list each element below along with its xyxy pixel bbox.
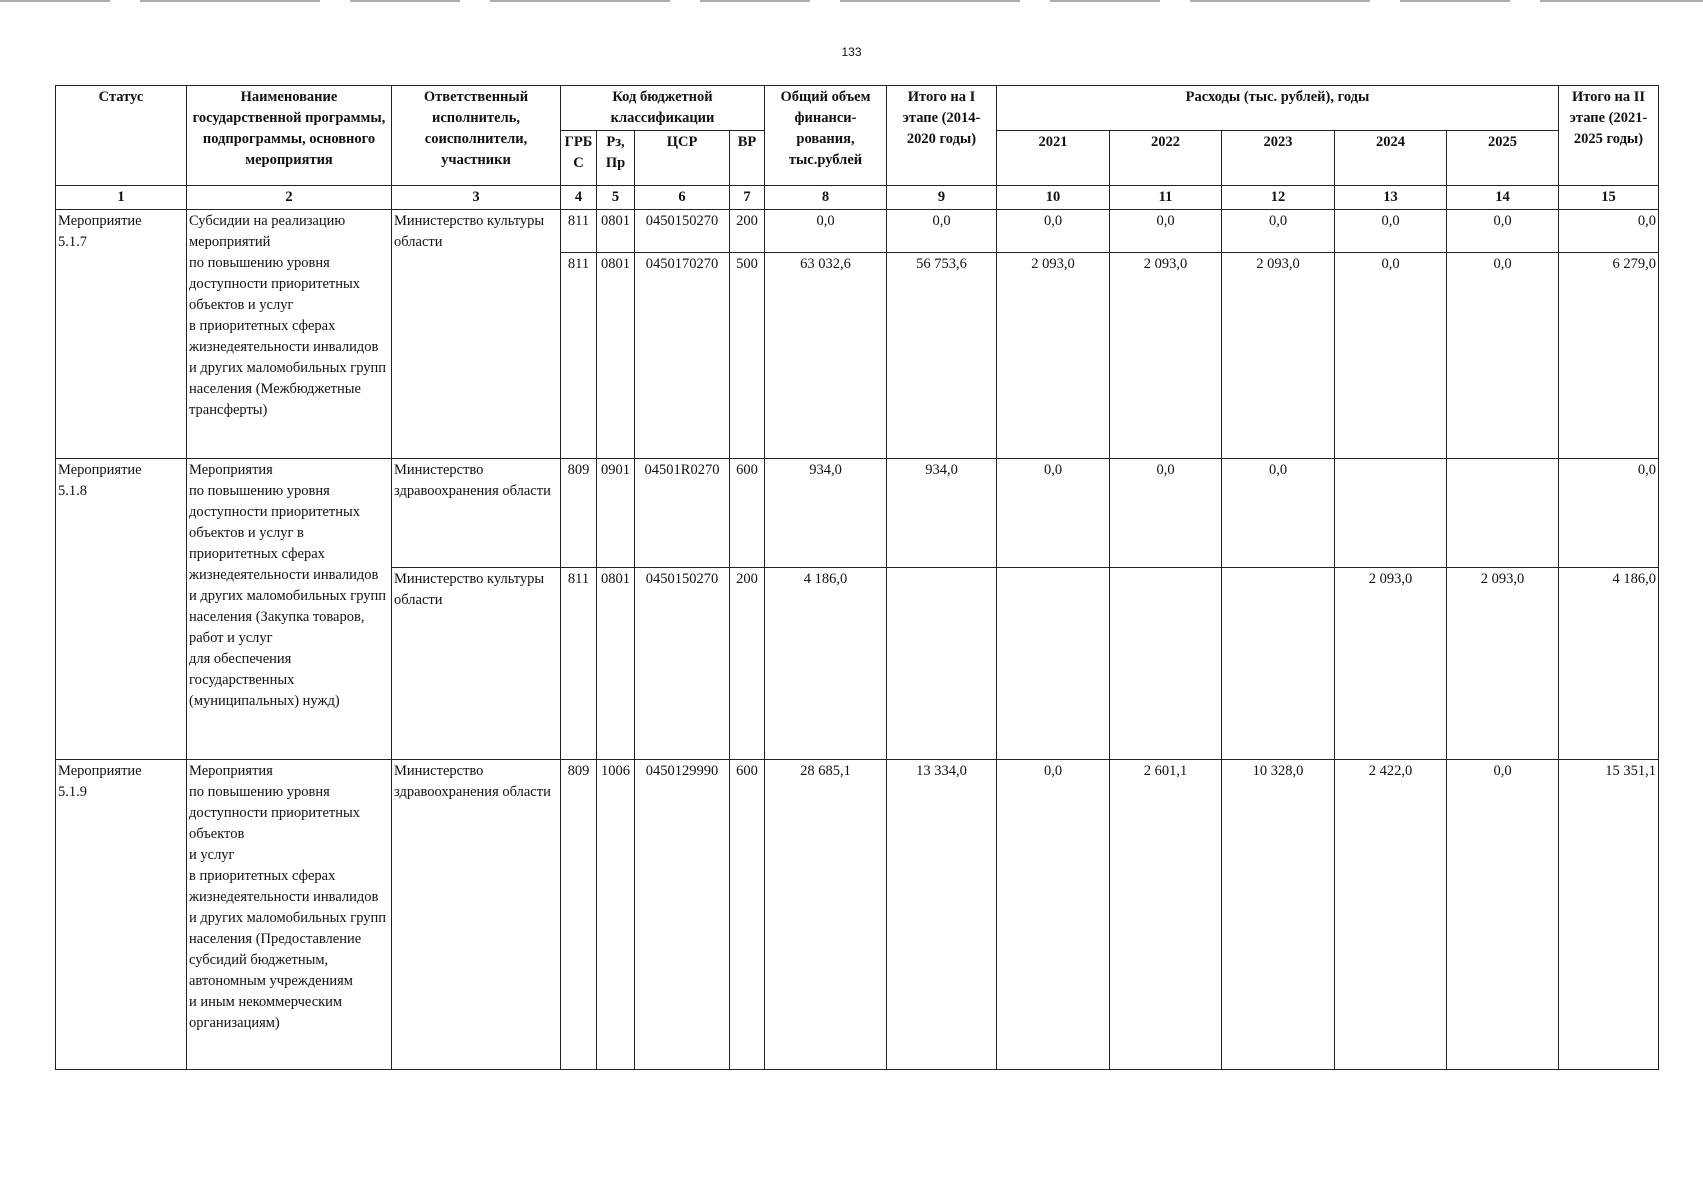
grbs-cell: 809 xyxy=(561,760,597,1070)
total-cell: 934,0 xyxy=(765,459,887,568)
year-2025-cell: 0,0 xyxy=(1447,253,1559,459)
executor-cell: Министерство здравоохранения области xyxy=(392,760,561,1070)
stage2-cell: 15 351,1 xyxy=(1559,760,1659,1070)
year-2024-cell: 0,0 xyxy=(1335,253,1447,459)
status-cell: Мероприятие 5.1.8 xyxy=(56,459,187,760)
column-number: 11 xyxy=(1110,186,1222,210)
column-number: 1 xyxy=(56,186,187,210)
year-2025-cell xyxy=(1447,459,1559,568)
name-cell: Мероприятия по повышению уровня доступности приоритетных объектов и услуг в приоритетных сферах жизнедеятельности инвалидов и других маломобильных групп населения (Закупка товаров, работ и услуг для обеспечения государственных (муниципальных) нужд) xyxy=(187,459,392,760)
year-2023-cell: 0,0 xyxy=(1222,459,1335,568)
column-number: 8 xyxy=(765,186,887,210)
column-number: 12 xyxy=(1222,186,1335,210)
column-number: 5 xyxy=(597,186,635,210)
stage1-cell: 934,0 xyxy=(887,459,997,568)
stage2-cell: 6 279,0 xyxy=(1559,253,1659,459)
column-number: 13 xyxy=(1335,186,1447,210)
vr-cell: 600 xyxy=(730,459,765,568)
total-cell: 4 186,0 xyxy=(765,568,887,760)
grbs-cell: 809 xyxy=(561,459,597,568)
csr-cell: 0450150270 xyxy=(635,568,730,760)
year-2022-cell: 2 093,0 xyxy=(1110,253,1222,459)
status-cell: Мероприятие 5.1.9 xyxy=(56,760,187,1070)
column-number: 7 xyxy=(730,186,765,210)
budget-table xyxy=(55,85,1659,1070)
scan-border xyxy=(0,0,1703,2)
year-2021-cell xyxy=(997,568,1110,760)
column-number: 15 xyxy=(1559,186,1659,210)
year-2021-cell: 2 093,0 xyxy=(997,253,1110,459)
header-executor: Ответственный исполнитель, соисполнители, участники xyxy=(392,86,561,186)
column-number: 3 xyxy=(392,186,561,210)
table-row xyxy=(56,760,1659,1070)
vr-cell: 200 xyxy=(730,210,765,253)
stage1-cell xyxy=(887,568,997,760)
csr-cell: 04501R0270 xyxy=(635,459,730,568)
year-2022-cell: 2 601,1 xyxy=(1110,760,1222,1070)
column-number: 9 xyxy=(887,186,997,210)
year-2023-cell xyxy=(1222,568,1335,760)
rzpr-cell: 1006 xyxy=(597,760,635,1070)
total-cell: 63 032,6 xyxy=(765,253,887,459)
grbs-cell: 811 xyxy=(561,253,597,459)
year-2022-cell xyxy=(1110,568,1222,760)
year-2021-cell: 0,0 xyxy=(997,459,1110,568)
header-stage1-total: Итого на I этапе (2014-2020 годы) xyxy=(887,86,997,186)
grbs-cell: 811 xyxy=(561,210,597,253)
header-year-2021: 2021 xyxy=(997,131,1110,186)
csr-cell: 0450150270 xyxy=(635,210,730,253)
year-2025-cell: 0,0 xyxy=(1447,760,1559,1070)
year-2024-cell: 0,0 xyxy=(1335,210,1447,253)
total-cell: 28 685,1 xyxy=(765,760,887,1070)
column-number: 10 xyxy=(997,186,1110,210)
header-status: Статус xyxy=(56,86,187,186)
vr-cell: 600 xyxy=(730,760,765,1070)
executor-cell: Министерство культуры области xyxy=(392,568,561,760)
header-year-2024: 2024 xyxy=(1335,131,1447,186)
header-csr: ЦСР xyxy=(635,131,730,186)
header-year-2025: 2025 xyxy=(1447,131,1559,186)
header-name: Наименование государственной программы, подпрограммы, основного мероприятия xyxy=(187,86,392,186)
stage2-cell: 4 186,0 xyxy=(1559,568,1659,760)
name-cell: Мероприятия по повышению уровня доступности приоритетных объектов и услуг в приоритетных сферах жизнедеятельности инвалидов и других маломобильных групп населения (Предоставление субсидий бюджетным, автономным учреждениям и иным некоммерческим организациям) xyxy=(187,760,392,1070)
rzpr-cell: 0901 xyxy=(597,459,635,568)
header-budget-code: Код бюджетной классификации xyxy=(561,86,765,131)
year-2025-cell: 2 093,0 xyxy=(1447,568,1559,760)
header-total-volume: Общий объем финанси-рования, тыс.рублей xyxy=(765,86,887,186)
header-expenses: Расходы (тыс. рублей), годы xyxy=(997,86,1559,131)
column-number: 6 xyxy=(635,186,730,210)
vr-cell: 200 xyxy=(730,568,765,760)
stage2-cell: 0,0 xyxy=(1559,210,1659,253)
name-cell: Субсидии на реализацию мероприятий по повышению уровня доступности приоритетных объектов и услуг в приоритетных сферах жизнедеятельности инвалидов и других маломобильных групп населения (Межбюджетные трансферты) xyxy=(187,210,392,459)
header-rzpr: Рз, Пр xyxy=(597,131,635,186)
table-row xyxy=(56,459,1659,568)
stage1-cell: 13 334,0 xyxy=(887,760,997,1070)
grbs-cell: 811 xyxy=(561,568,597,760)
stage1-cell: 56 753,6 xyxy=(887,253,997,459)
year-2023-cell: 2 093,0 xyxy=(1222,253,1335,459)
column-number: 14 xyxy=(1447,186,1559,210)
year-2021-cell: 0,0 xyxy=(997,760,1110,1070)
year-2022-cell: 0,0 xyxy=(1110,459,1222,568)
executor-cell: Министерство культуры области xyxy=(392,210,561,459)
csr-cell: 0450129990 xyxy=(635,760,730,1070)
year-2023-cell: 10 328,0 xyxy=(1222,760,1335,1070)
header-stage2-total: Итого на II этапе (2021-2025 годы) xyxy=(1559,86,1659,186)
header-row-1 xyxy=(56,86,1659,131)
column-number: 2 xyxy=(187,186,392,210)
year-2024-cell xyxy=(1335,459,1447,568)
header-year-2022: 2022 xyxy=(1110,131,1222,186)
page-number: 133 xyxy=(841,45,862,59)
rzpr-cell: 0801 xyxy=(597,568,635,760)
header-vr: ВР xyxy=(730,131,765,186)
column-number: 4 xyxy=(561,186,597,210)
csr-cell: 0450170270 xyxy=(635,253,730,459)
year-2025-cell: 0,0 xyxy=(1447,210,1559,253)
header-grbs: ГРБ С xyxy=(561,131,597,186)
year-2022-cell: 0,0 xyxy=(1110,210,1222,253)
status-cell: Мероприятие 5.1.7 xyxy=(56,210,187,459)
year-2024-cell: 2 422,0 xyxy=(1335,760,1447,1070)
executor-cell: Министерство здравоохранения области xyxy=(392,459,561,568)
column-number-row xyxy=(56,186,1659,210)
rzpr-cell: 0801 xyxy=(597,253,635,459)
total-cell: 0,0 xyxy=(765,210,887,253)
year-2023-cell: 0,0 xyxy=(1222,210,1335,253)
table-row xyxy=(56,210,1659,253)
vr-cell: 500 xyxy=(730,253,765,459)
year-2021-cell: 0,0 xyxy=(997,210,1110,253)
stage1-cell: 0,0 xyxy=(887,210,997,253)
stage2-cell: 0,0 xyxy=(1559,459,1659,568)
header-year-2023: 2023 xyxy=(1222,131,1335,186)
year-2024-cell: 2 093,0 xyxy=(1335,568,1447,760)
rzpr-cell: 0801 xyxy=(597,210,635,253)
